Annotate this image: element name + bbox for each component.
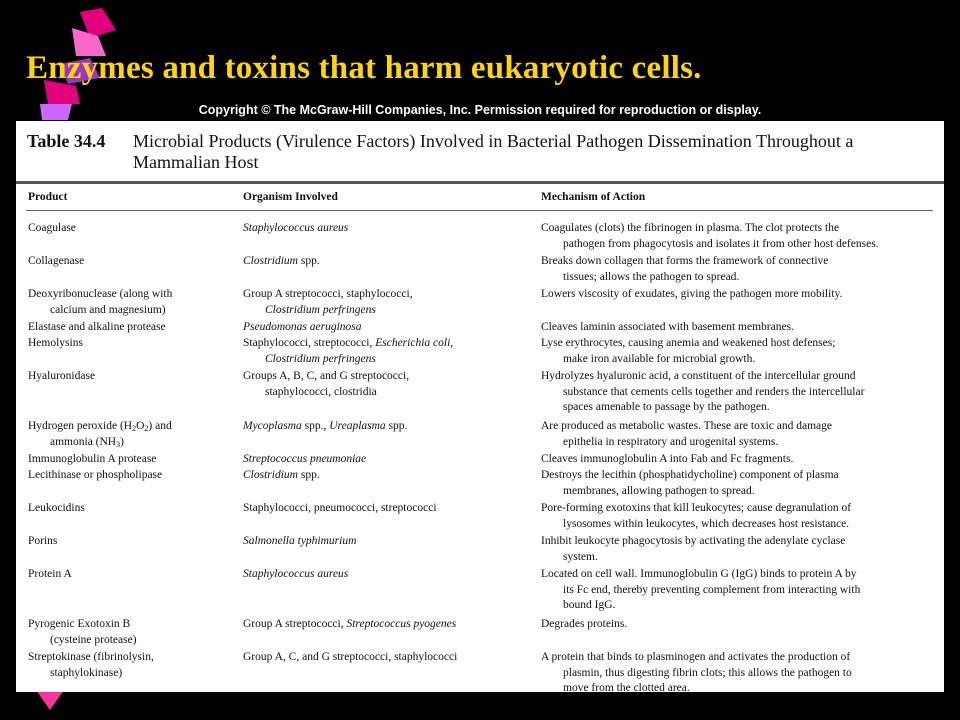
cell-text: Staphylococcus aureus bbox=[243, 568, 349, 580]
cell-mechanism bbox=[541, 287, 936, 320]
cell-text: spp. bbox=[297, 255, 320, 267]
cell-text: Elastase and alkaline protease bbox=[28, 321, 166, 333]
cell-text: Degrades proteins. bbox=[541, 618, 628, 630]
cell-text: Streptococcus pyogenes bbox=[346, 618, 457, 630]
table-row bbox=[16, 468, 944, 501]
cell-mechanism bbox=[541, 221, 936, 254]
table-row bbox=[16, 254, 944, 287]
table-row bbox=[16, 287, 944, 320]
cell-organism bbox=[243, 567, 541, 617]
cell-text: Groups A, B, C, and G streptococci, bbox=[243, 370, 410, 382]
cell-organism bbox=[243, 617, 541, 650]
cell-text: Collagenase bbox=[28, 255, 85, 267]
cell-text: plasmin, thus digesting fibrin clots; this allows the pathogen to bbox=[563, 666, 852, 679]
cell-mechanism bbox=[541, 468, 936, 501]
cell-product bbox=[28, 534, 243, 567]
cell-text: (cysteine protease) bbox=[50, 633, 137, 646]
cell-text: Salmonella typhimurium bbox=[243, 535, 357, 547]
cell-mechanism bbox=[541, 617, 936, 650]
cell-product bbox=[28, 617, 243, 650]
cell-text: Cleaves immunoglobulin A into Fab and Fc fragments. bbox=[541, 453, 794, 465]
cell-organism bbox=[243, 369, 541, 419]
cell-text: Protein A bbox=[28, 568, 72, 580]
header-mechanism: Mechanism of Action bbox=[541, 191, 646, 203]
subscript: 2 bbox=[144, 424, 149, 433]
table-top-rule bbox=[16, 181, 944, 184]
table-number: Table 34.4 bbox=[27, 131, 106, 151]
cell-text: Group A, C, and G streptococci, staphylococci bbox=[243, 651, 458, 663]
cell-mechanism bbox=[541, 534, 936, 567]
table-title: Microbial Products (Virulence Factors) Involved in Bacterial Pathogen Dissemination Throughout a Mammalian Host bbox=[133, 131, 854, 172]
table-row bbox=[16, 650, 944, 692]
cell-text: Mycoplasma bbox=[243, 420, 302, 432]
cell-text: Staphylococcus aureus bbox=[243, 222, 349, 234]
cell-text: Lowers viscosity of exudates, giving the pathogen more mobility. bbox=[541, 288, 843, 300]
table-row bbox=[16, 567, 944, 617]
cell-text: Clostridium perfringens bbox=[265, 303, 376, 316]
cell-product bbox=[28, 501, 243, 534]
cell-text: Group A streptococci, bbox=[243, 618, 347, 630]
cell-text: Clostridium perfringens bbox=[265, 352, 376, 365]
fan-stripe bbox=[36, 690, 64, 710]
subscript: 3 bbox=[116, 439, 121, 449]
cell-text: Lecithinase or phospholipase bbox=[28, 469, 163, 481]
table-row bbox=[16, 336, 944, 369]
cell-text: system. bbox=[563, 550, 598, 563]
cell-product bbox=[28, 336, 243, 369]
cell-text: Located on cell wall. Immunoglobulin G (IgG) binds to protein A by bbox=[541, 568, 857, 580]
cell-text: Staphylococci, pneumococci, streptococci bbox=[243, 502, 437, 514]
cell-text: spaces amenable to passage by the pathogen. bbox=[563, 401, 770, 413]
cell-text: bound IgG. bbox=[563, 599, 616, 611]
table-row bbox=[16, 617, 944, 650]
cell-text: Are produced as metabolic wastes. These are toxic and damage bbox=[541, 420, 833, 432]
cell-product bbox=[28, 287, 243, 320]
cell-text: ) and bbox=[148, 420, 172, 432]
cell-product bbox=[28, 567, 243, 617]
table-panel bbox=[16, 121, 944, 692]
table-row bbox=[16, 221, 944, 254]
cell-text: Coagulase bbox=[28, 222, 76, 234]
subscript: 2 bbox=[132, 424, 137, 433]
cell-text: Deoxyribonuclease (along with bbox=[28, 288, 173, 300]
copyright-notice: Copyright © The McGraw-Hill Companies, Inc. Permission required for reproduction or display. bbox=[198, 103, 762, 117]
cell-organism bbox=[243, 287, 541, 320]
cell-text: Ureaplasma bbox=[329, 420, 386, 432]
cell-mechanism bbox=[541, 254, 936, 287]
table-row bbox=[16, 452, 944, 468]
cell-text: Porins bbox=[28, 535, 58, 547]
cell-organism bbox=[243, 320, 541, 336]
table-row bbox=[16, 419, 944, 452]
cell-text: Streptococcus pneumoniae bbox=[243, 453, 367, 465]
cell-mechanism bbox=[541, 501, 936, 534]
cell-organism bbox=[243, 650, 541, 692]
cell-organism bbox=[243, 336, 541, 369]
cell-mechanism bbox=[541, 419, 936, 452]
cell-product bbox=[28, 452, 243, 468]
cell-organism bbox=[243, 501, 541, 534]
cell-product bbox=[28, 369, 243, 419]
cell-text: Inhibit leukocyte phagocytosis by activating the adenylate cyclase bbox=[541, 535, 846, 547]
cell-organism bbox=[243, 221, 541, 254]
cell-text: Pyrogenic Exotoxin B bbox=[28, 618, 131, 630]
cell-text: Breaks down collagen that forms the framework of connective bbox=[541, 255, 829, 267]
cell-text: Streptokinase (fibrinolysin, bbox=[28, 651, 154, 663]
cell-text: Lyse erythrocytes, causing anemia and weakened host defenses; bbox=[541, 337, 836, 349]
table-body bbox=[16, 221, 944, 692]
cell-mechanism bbox=[541, 452, 936, 468]
cell-text: Group A streptococci, staphylococci, bbox=[243, 288, 413, 300]
cell-text: Hyaluronidase bbox=[28, 370, 96, 382]
cell-product bbox=[28, 468, 243, 501]
cell-text: spp., bbox=[301, 420, 330, 432]
cell-mechanism bbox=[541, 567, 936, 617]
cell-text: ammonia (NH bbox=[50, 435, 117, 448]
cell-organism bbox=[243, 452, 541, 468]
cell-product bbox=[28, 419, 243, 452]
cell-text: staphylococci, clostridia bbox=[265, 385, 377, 398]
cell-text: spp. bbox=[297, 469, 320, 481]
cell-text: Coagulates (clots) the fibrinogen in plasma. The clot protects the bbox=[541, 222, 840, 234]
cell-text: ) bbox=[120, 435, 124, 448]
cell-text: Immunoglobulin A protease bbox=[28, 453, 157, 465]
cell-text: Clostridium bbox=[243, 469, 298, 481]
cell-product bbox=[28, 320, 243, 336]
header-organism: Organism Involved bbox=[243, 191, 338, 203]
cell-text: calcium and magnesium) bbox=[50, 303, 166, 316]
cell-text: move from the clotted area. bbox=[563, 682, 690, 692]
cell-mechanism bbox=[541, 369, 936, 419]
cell-text: O bbox=[136, 420, 145, 432]
header-product: Product bbox=[28, 191, 68, 203]
cell-product bbox=[28, 650, 243, 692]
cell-text: Leukocidins bbox=[28, 502, 85, 514]
cell-text: make iron available for microbial growth. bbox=[563, 352, 756, 365]
cell-text: Staphylococci, streptococci, bbox=[243, 337, 376, 349]
cell-text: tissues; allows the pathogen to spread. bbox=[563, 270, 740, 283]
cell-text: Hemolysins bbox=[28, 337, 83, 349]
cell-organism bbox=[243, 468, 541, 501]
header-rule bbox=[26, 210, 933, 211]
cell-product bbox=[28, 221, 243, 254]
cell-text: spp. bbox=[385, 420, 408, 432]
cell-text: Pseudomonas aeruginosa bbox=[243, 321, 362, 333]
table-row bbox=[16, 501, 944, 534]
cell-text: Escherichia coli, bbox=[375, 337, 454, 349]
cell-text: substance that cements cells together and renders the intercellular bbox=[563, 385, 865, 398]
cell-text: staphylokinase) bbox=[50, 666, 123, 679]
cell-text-line bbox=[28, 435, 243, 451]
cell-organism bbox=[243, 419, 541, 452]
cell-mechanism bbox=[541, 650, 936, 692]
cell-text: Clostridium bbox=[243, 255, 298, 267]
cell-text: Hydrogen peroxide (H bbox=[28, 420, 133, 432]
cell-organism bbox=[243, 254, 541, 287]
cell-text: Cleaves laminin associated with basement membranes. bbox=[541, 321, 794, 333]
cell-text: lysosomes within leukocytes, which decreases host resistance. bbox=[563, 517, 850, 530]
cell-text: its Fc end, thereby preventing complement from interacting with bbox=[563, 583, 861, 596]
cell-text: A protein that binds to plasminogen and activates the production of bbox=[541, 651, 851, 663]
cell-text: Hydrolyzes hyaluronic acid, a constituent of the intercellular ground bbox=[541, 370, 856, 382]
table-row bbox=[16, 320, 944, 336]
cell-text: epithelia in respiratory and urogenital systems. bbox=[563, 435, 779, 448]
table-row bbox=[16, 369, 944, 419]
table-row bbox=[16, 534, 944, 567]
cell-mechanism bbox=[541, 336, 936, 369]
cell-text: Pore-forming exotoxins that kill leukocytes; cause degranulation of bbox=[541, 502, 852, 514]
cell-text: pathogen from phagocytosis and isolates it from other host defenses. bbox=[563, 237, 879, 250]
slide-title: Enzymes and toxins that harm eukaryotic cells. bbox=[26, 50, 702, 86]
cell-mechanism bbox=[541, 320, 936, 336]
cell-text: Destroys the lecithin (phosphatidycholine) component of plasma bbox=[541, 469, 839, 481]
cell-product bbox=[28, 254, 243, 287]
cell-text: membranes, allowing pathogen to spread. bbox=[563, 484, 755, 497]
cell-organism bbox=[243, 534, 541, 567]
